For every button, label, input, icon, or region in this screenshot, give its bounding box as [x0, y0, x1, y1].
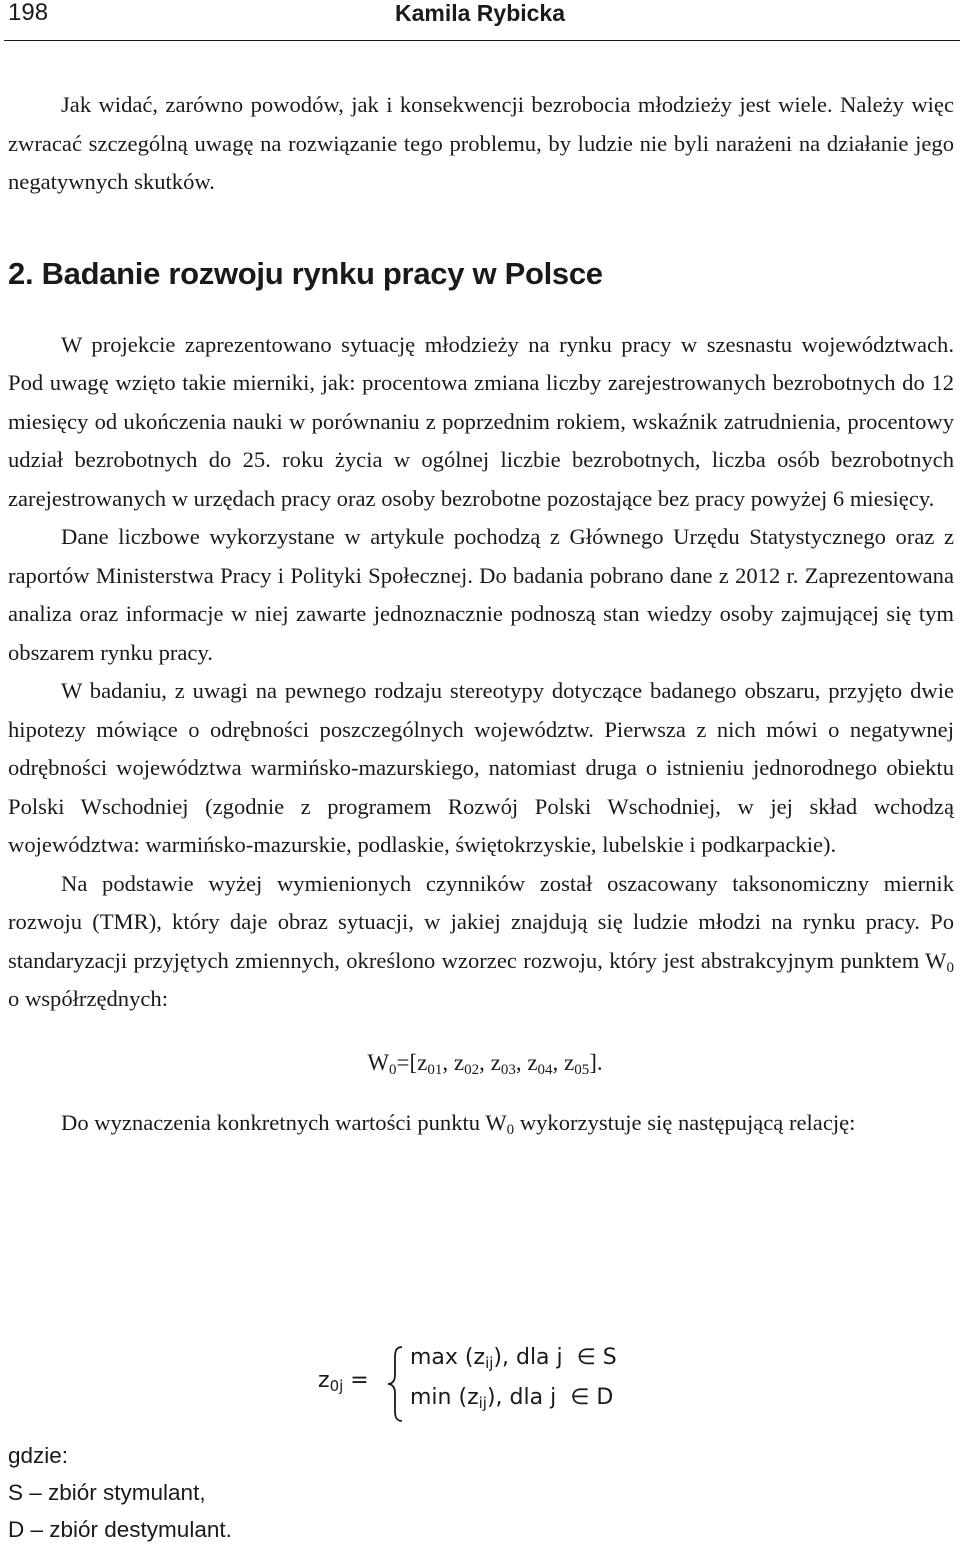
paragraph-3: W badaniu, z uwagi na pewnego rodzaju stereotypy dotyczące badanego obszaru, przyjęto dwie hipotezy mówiące o odrębności poszczególnych województw. Pierwsza z nich mówi o negatywnej odrębności województwa warmińsko-mazurskiego, natomiast druga o istnieniu jednorodnego obiektu Polski Wschodniej (zgodnie z programem Rozwój Polski Wschodniej, w jej skład wchodzą województwa: warmińsko-mazurskie, podlaskie, świętokrzyskie, lubelskie i podkarpackie).: [8, 678, 954, 857]
definitions: [8, 1437, 232, 1548]
formula-z0j-cases: [318, 1345, 658, 1425]
page-number: 198: [8, 0, 49, 26]
paragraph-2: Dane liczbowe wykorzystane w artykule pochodzą z Głównego Urzędu Statystycznego oraz z raportów Ministerstwa Pracy i Polityki Społecznej. Do badania pobrano dane z 2012 r. Zaprezentowana analiza oraz informacje w niej zawarte jednoznacznie podnoszą stan wiedzy osoby zajmującej się tym obszarem rynku pracy.: [8, 524, 954, 665]
definition-item: S – zbiór stymulant,: [8, 1480, 206, 1505]
intro-paragraph: Jak widać, zarówno powodów, jak i konsekwencji bezrobocia młodzieży jest wiele. Należy więc zwracać szczególną uwagę na rozwiązanie tego problemu, by ludzie nie byli narażeni na działanie jego negatywnych skutków.: [8, 92, 954, 194]
definitions-label: gdzie:: [8, 1443, 69, 1468]
formula-case-min: $\min (z_{ij})$, dla j ∈ D: [410, 1385, 614, 1412]
curly-brace-icon: [386, 1345, 406, 1423]
page-body: [8, 86, 954, 1143]
running-header-author: Kamila Rybicka: [394, 0, 566, 26]
tmr-paragraph: Na podstawie wyżej wymienionych czynników został oszacowany taksonomiczny miernik rozwoju (TMR), który daje obraz sytuacji, w jakiej znajdują się ludzie młodzi na rynku pracy. Po standaryzacji przyjętych zmiennych, określono wzorzec rozwoju, który jest abstrakcyjnym punktem $W_0$ o współrzędnych:: [8, 870, 954, 1011]
formula-w0: $W_0=[z_{01}$, $z_{02}$, $z_{03}$, $z_{04}$, $z_{05}$].: [367, 1049, 603, 1078]
paragraph-1: W projekcie zaprezentowano sytuację młodzieży na rynku pracy w szesnastu województwach. Pod uwagę wzięto takie mierniki, jak: procentowa zmiana liczby zarejestrowanych bezrobotnych do 12 miesięcy od ukończenia nauki w porównaniu z poprzednim rokiem, wskaźnik zatrudnienia, procentowy udział bezrobotnych do 25. roku życia w ogólnej liczbie bezrobotnych, liczba osób bezrobotnych zarejestrowanych w urzędach pracy oraz osoby bezrobotne pozostające bez pracy powyżej 6 miesięcy.: [8, 331, 954, 511]
definition-item: D – zbiór destymulant.: [8, 1517, 232, 1542]
formula-lhs: $z_{0j}$ =: [318, 1368, 369, 1395]
formula-case-max: $\max (z_{ij})$, dla j ∈ S: [410, 1345, 617, 1372]
relation-paragraph: Do wyznaczenia konkretnych wartości punktu $W_0$ wykorzystuje się następującą relację:: [61, 1110, 856, 1138]
page-header: [0, 0, 960, 42]
header-rule: [4, 40, 960, 41]
section-heading: 2. Badanie rozwoju rynku pracy w Polsce: [8, 255, 603, 291]
